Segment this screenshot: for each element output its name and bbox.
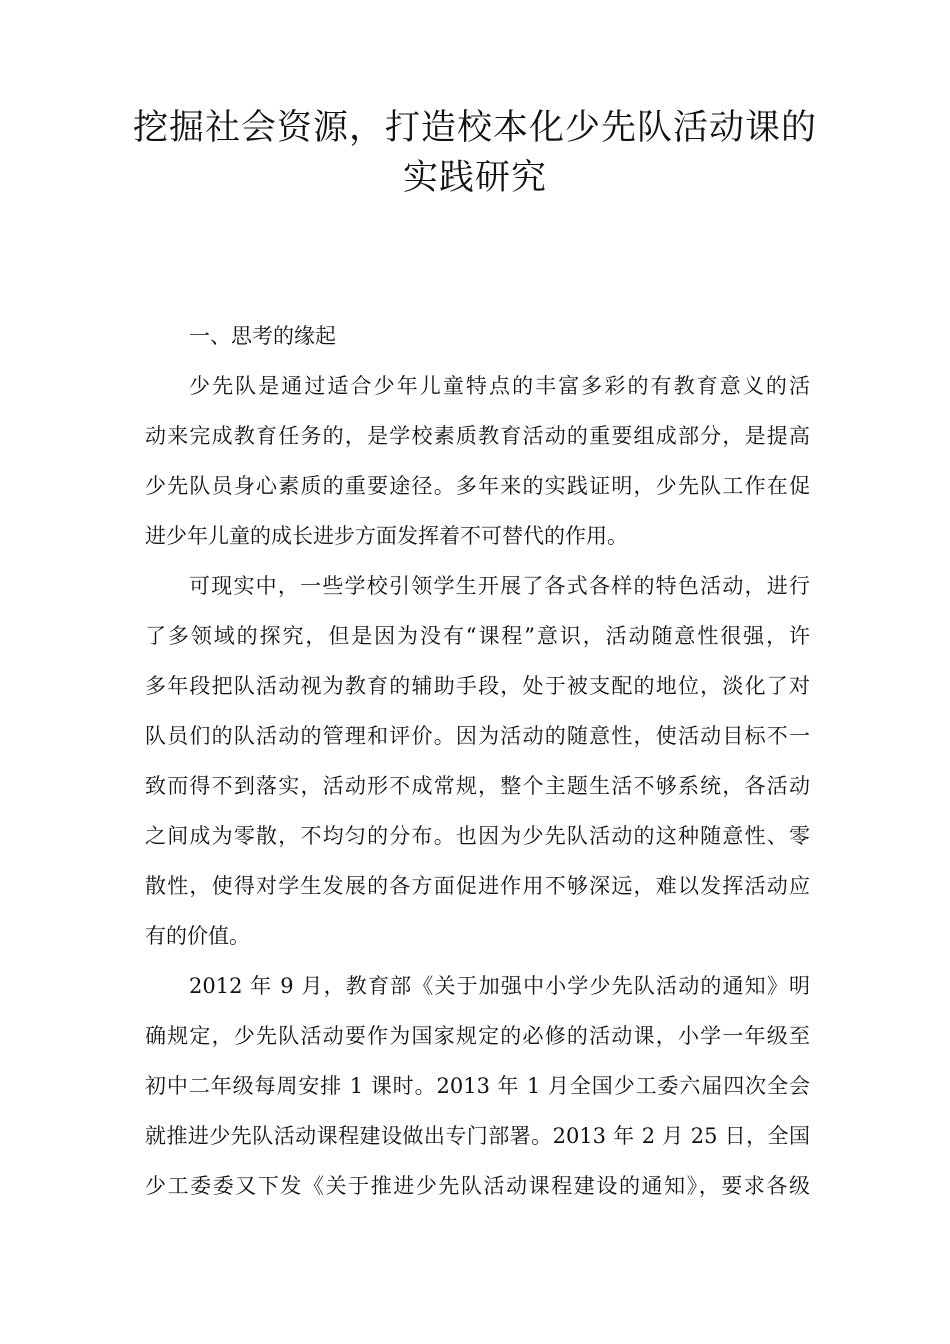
text-line: 确规定，少先队活动要作为国家规定的必修的活动课，小学一年级至 xyxy=(145,1024,810,1048)
text-line: 少先队是通过适合少年儿童特点的丰富多彩的有教育意义的活 xyxy=(189,374,810,398)
title-line: 挖掘社会资源，打造校本化少先队活动课的 xyxy=(132,108,817,148)
text-line: 初中二年级每周安排 1 课时。2013 年 1 月全国少工委六届四次全会 xyxy=(145,1074,810,1098)
paragraph-3 xyxy=(145,961,810,1211)
text-line: 少先队员身心素质的重要途径。多年来的实践证明，少先队工作在促 xyxy=(145,474,810,498)
text-line: 之间成为零散，不均匀的分布。也因为少先队活动的这种随意性、零 xyxy=(145,824,810,848)
text-line: 有的价值。 xyxy=(145,924,250,948)
text-line: 少工委委又下发《关于推进少先队活动课程建设的通知》，要求各级 xyxy=(145,1174,810,1198)
text-line: 可现实中，一些学校引领学生开展了各式各样的特色活动，进行 xyxy=(189,574,810,598)
text-line: 2012 年 9 月，教育部《关于加强中小学少先队活动的通知》明 xyxy=(189,974,810,998)
section-heading: 一、思考的缘起 xyxy=(189,324,336,348)
document-title xyxy=(120,103,830,203)
document-body xyxy=(145,311,810,1211)
text-line: 进少年儿童的成长进步方面发挥着不可替代的作用。 xyxy=(145,524,628,548)
text-line: 就推进少先队活动课程建设做出专门部署。2013 年 2 月 25 日，全国 xyxy=(145,1124,810,1148)
text-line: 致而得不到落实，活动形不成常规，整个主题生活不够系统，各活动 xyxy=(145,774,810,798)
paragraph-2 xyxy=(145,561,810,961)
text-line: 动来完成教育任务的，是学校素质教育活动的重要组成部分，是提高 xyxy=(145,424,810,448)
title-line: 实践研究 xyxy=(402,158,547,198)
text-line: 多年段把队活动视为教育的辅助手段，处于被支配的地位，淡化了对 xyxy=(145,674,810,698)
text-line: 了多领域的探究，但是因为没有“课程”意识，活动随意性很强，许 xyxy=(145,624,810,648)
paragraph-1 xyxy=(145,361,810,561)
text-line: 散性，使得对学生发展的各方面促进作用不够深远，难以发挥活动应 xyxy=(145,874,810,898)
text-line: 队员们的队活动的管理和评价。因为活动的随意性，使活动目标不一 xyxy=(145,724,810,748)
